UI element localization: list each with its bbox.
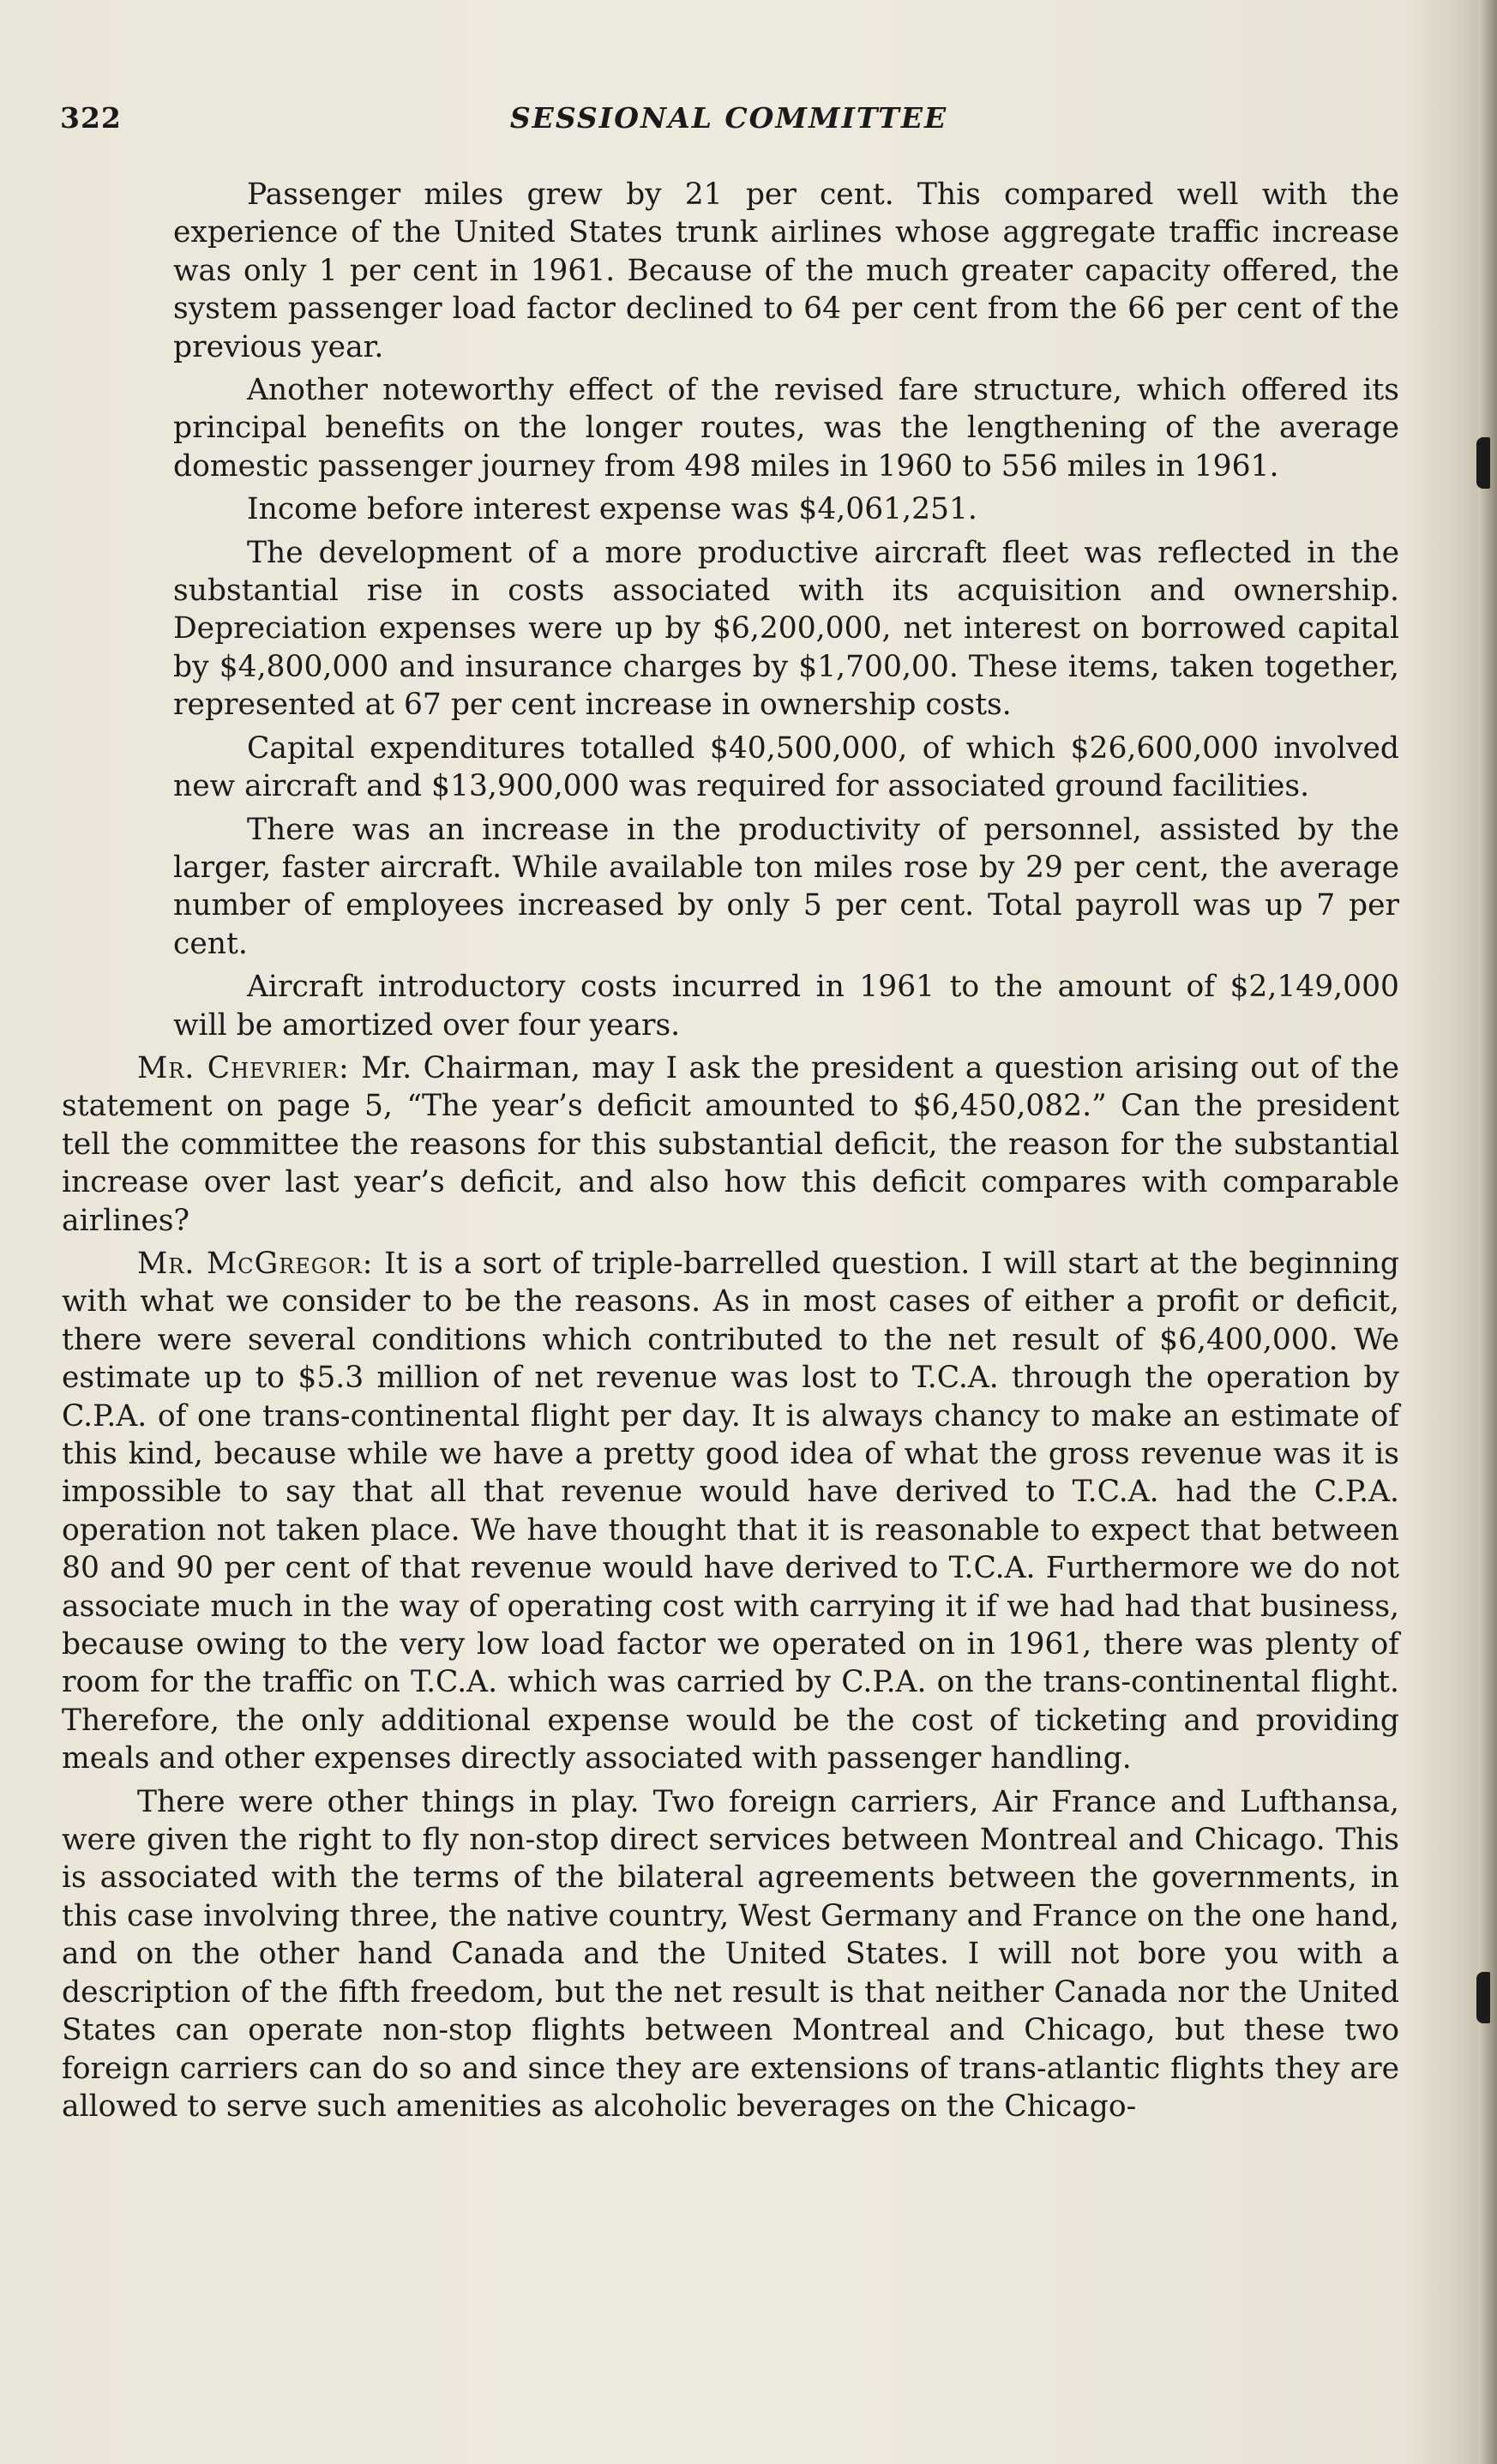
- quoted-paragraph: Passenger miles grew by 21 per cent. This compared well with the experience of the United States trunk airlines whose aggregate traffic increase was only 1 per cent in 1961. Because of the much greater capacity offered, the system passenger load factor declined to 64 per cent from the 66 per cent of the previous year.: [173, 177, 1399, 364]
- page-binding-edge: [1478, 0, 1497, 2464]
- quoted-paragraph: There was an increase in the productivity of personnel, assisted by the larger, faster aircraft. While available ton miles rose by 29 per cent, the average number of employees increased by only 5 per cent. Total payroll was up 7 per cent.: [173, 812, 1399, 961]
- quoted-report-excerpt: [62, 176, 1399, 1044]
- binding-clip-mark: [1476, 437, 1490, 489]
- quoted-paragraph: The development of a more productive aircraft fleet was reflected in the substantial rise in costs associated with its acquisition and ownership. Depreciation expenses were up by $6,200,000, net interest on borrowed capital by $4,800,000 and insurance charges by $1,700,00. These items, taken together, represented at 67 per cent increase in ownership costs.: [173, 535, 1399, 723]
- page-header: [60, 101, 1398, 144]
- quoted-paragraph: Another noteworthy effect of the revised fare structure, which offered its principal benefits on the longer routes, was the lengthening of the average domestic passenger journey from 498 miles in 1960 to 556 miles in 1961.: [173, 373, 1399, 484]
- speaker-name: Mr. Chevrier:: [137, 1050, 350, 1085]
- dialogue-text: Mr. Chairman, may I ask the president a question arising out of the statement on page 5, “The year’s deficit amounted to $6,450,082.” Can the president tell the committee the reasons for this substantial deficit, the reason for the substantial increase over last year’s deficit, and also how this deficit compares with comparable airlines?: [62, 1050, 1399, 1238]
- committee-dialogue: [62, 1049, 1399, 2125]
- speaker-name: Mr. McGregor:: [137, 1246, 374, 1281]
- dialogue-text: There were other things in play. Two foreign carriers, Air France and Lufthansa, were given the right to fly non-stop direct services between Montreal and Chicago. This is associated with the terms of the bilateral agreements between the governments, in this case involving three, the native country, West Germany and France on the one hand, and on the other hand Canada and the United States. I will not bore you with a description of the fifth freedom, but the net result is that neither Canada nor the United States can operate non-stop flights between Montreal and Chicago, but these two foreign carriers can do so and since they are extensions of trans-atlantic flights they are allowed to serve such amenities as alcoholic beverages on the Chicago-: [62, 1784, 1399, 2124]
- quoted-paragraph: Aircraft introductory costs incurred in 1961 to the amount of $2,149,000 will be amortized over four years.: [173, 970, 1399, 1043]
- dialogue-paragraph: [62, 1245, 1399, 1778]
- page-number: 322: [60, 101, 122, 135]
- quoted-paragraph: Capital expenditures totalled $40,500,000, of which $26,600,000 involved new aircraft and $13,900,000 was required for associated ground facilities.: [173, 730, 1399, 804]
- dialogue-paragraph: [62, 1783, 1399, 2126]
- running-title: SESSIONAL COMMITTEE: [509, 101, 948, 135]
- binding-clip-mark: [1476, 1972, 1490, 2023]
- dialogue-text: It is a sort of triple-barrelled question. I will start at the beginning with what we consider to be the reasons. As in most cases of either a profit or deficit, there were several conditions which contributed to the net result of $6,400,000. We estimate up to $5.3 million of net revenue was lost to T.C.A. through the operation by C.P.A. of one trans-continental flight per day. It is always chancy to make an estimate of this kind, because while we have a pretty good idea of what the gross revenue was it is impossible to say that all that revenue would have derived to T.C.A. had the C.P.A. operation not taken place. We have thought that it is reasonable to expect that between 80 and 90 per cent of that revenue would have derived to T.C.A. Furthermore we do not associate much in the way of operating cost with carrying it if we had had that business, because owing to the very low load factor we operated on in 1961, there was plenty of room for the traffic on T.C.A. which was carried by C.P.A. on the trans-continental flight. Therefore, the only additional expense would be the cost of ticketing and providing meals and other expenses directly associated with passenger handling.: [62, 1246, 1399, 1776]
- quoted-paragraph: Income before interest expense was $4,061,251.: [247, 492, 977, 527]
- page-text: [62, 176, 1399, 2130]
- dialogue-paragraph: [62, 1049, 1399, 1240]
